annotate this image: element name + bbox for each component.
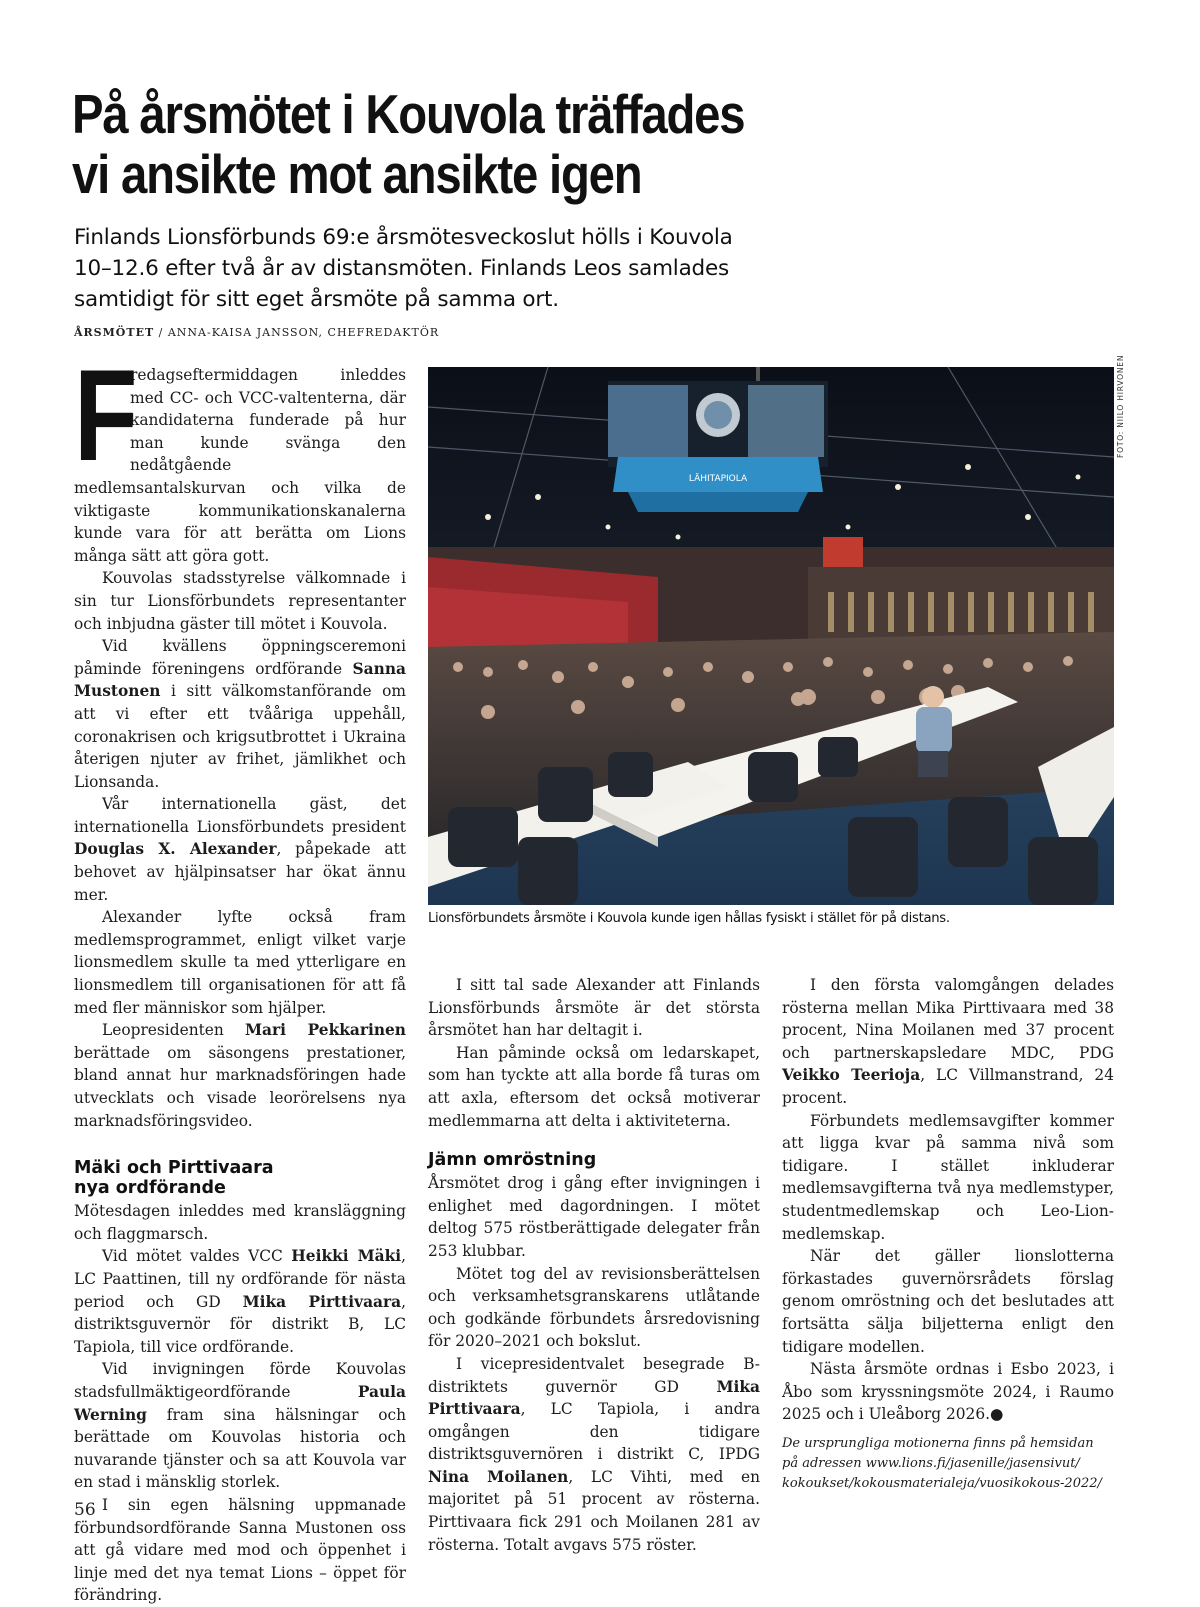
- photo-caption: Lionsförbundets årsmöte i Kouvola kunde igen hållas fysiskt i stället för på distans.: [428, 911, 950, 926]
- page-number: 56: [74, 1500, 96, 1520]
- person-name: Mika Pirttivaara: [428, 1377, 760, 1419]
- paragraph-13: Årsmötet drog i gång efter invigningen i enlighet med dagordningen. I mötet deltog 575 röstberättigade delegater från 253 klubbar.: [428, 1174, 760, 1260]
- lede-line-3: samtidigt för sitt eget årsmöte på samma ort.: [74, 287, 559, 312]
- text-column-2: [428, 974, 760, 1556]
- paragraph-5: Alexander lyfte också fram medlemsprogrammet, enligt vilket varje lionsmedlem skulle ta med ytterligare en lionsmedlem till organisationen för att få med fler människor som hjälper.: [74, 908, 406, 1017]
- byline: [74, 326, 439, 339]
- headline-line-1: På årsmötet i Kouvola träffades: [72, 83, 745, 145]
- paragraph-1: redagseftermiddagen inleddes med CC- och VCC-valtenterna, där kandidaterna funderade på hur man kunde svänga den nedåtgående medlemsantalskurvan och vilka de viktigaste kommunikationskanalerna kunde vara för att berätta om Lions många sätt att göra gott.: [74, 366, 406, 565]
- person-name: Heikki Mäki: [291, 1247, 402, 1266]
- person-name: Paula Werning: [74, 1382, 406, 1424]
- scoreboard-brand: LÄHITAPIOLA: [688, 474, 748, 484]
- byline-author: ANNA-KAISA JANSSON, CHEFREDAKTÖR: [167, 326, 440, 339]
- paragraph-10: I sin egen hälsning uppmanade förbundsordförande Sanna Mustonen oss att gå vidare med mod och öppenhet i linje med det nya temat Lions – öppet för förändring.: [74, 1495, 406, 1605]
- text-column-1: [74, 342, 407, 1607]
- motions-url[interactable]: på adressen www.lions.fi/jasenille/jasensivut/: [782, 1455, 1080, 1471]
- paragraph-6: Leopresidenten Mari Pekkarinen berättade om säsongens prestationer, bland annat hur marknadsföringen hade utvecklats och visade leorörelsens nya marknadsföringsvideo.: [74, 1021, 406, 1130]
- end-mark: ●: [990, 1405, 1004, 1424]
- subheading-jamn-omrostning: Jämn omröstning: [428, 1150, 597, 1171]
- paragraph-4: Vår internationella gäst, det internationella Lionsförbundets president Douglas X. Alexander, påpekade att behovet av hjälpinsatser har ökat ännu mer.: [74, 795, 406, 904]
- person-name: Mari Pekkarinen: [245, 1021, 406, 1040]
- subheading-maki-pirttivaara: Mäki och Pirttivaara nya ordförande: [74, 1158, 274, 1199]
- person-name: Mika Pirttivaara: [242, 1292, 402, 1311]
- motions-url-continued[interactable]: kokoukset/kokousmaterialeja/vuosikokous-2022/: [782, 1475, 1102, 1491]
- footnote-link-note: De ursprungliga motionerna finns på hemsidan på adressen www.lions.fi/jasenille/jasensivut/ kokoukset/kokousmaterialeja/vuosikokous-2022/: [782, 1434, 1114, 1494]
- headline-line-2: vi ansikte mot ansikte igen: [72, 143, 642, 205]
- paragraph-3: Vid kvällens öppningsceremoni påminde föreningens ordförande Sanna Mustonen i sitt välkomstanförande om att vi efter ett tvååriga uppehåll, coronakrisen och krigsutbrottet i Ukraina återigen njuter av frihet, jämlikhet och Lionsanda.: [74, 637, 406, 791]
- paragraph-17: Förbundets medlemsavgifter kommer att ligga kvar på samma nivå som tidigare. I stället inkluderar medlemsavgifterna två nya medlemstyper, studentmedlemskap och Leo-Lion-medlemskap.: [782, 1111, 1114, 1243]
- paragraph-11: I sitt tal sade Alexander att Finlands Lionsförbunds årsmöte är det största årsmötet han har deltagit i.: [428, 976, 760, 1040]
- lede-line-2: 10–12.6 efter två år av distansmöten. Finlands Leos samlades: [74, 256, 730, 281]
- lede-line-1: Finlands Lionsförbunds 69:e årsmötesveckoslut hölls i Kouvola: [74, 225, 733, 250]
- person-name: Nina Moilanen: [428, 1467, 569, 1486]
- article-headline: [72, 83, 745, 205]
- text-column-3: [782, 974, 1114, 1494]
- paragraph-12: Han påminde också om ledarskapet, som han tyckte att alla borde få turas om att axla, eftersom det också motiverar medlemmarna att delta i aktiviteterna.: [428, 1043, 760, 1130]
- paragraph-8: Vid mötet valdes VCC Heikki Mäki, LC Paattinen, till ny ordförande för nästa period och GD Mika Pirttivaara, distriktsguvernör för distrikt B, LC Tapiola, till vice ordförande.: [74, 1247, 407, 1356]
- photo-credit: FOTO: NIILO HIRVONEN: [1116, 354, 1125, 458]
- byline-section: ÅRSMÖTET: [74, 326, 155, 339]
- paragraph-19: Nästa årsmöte ordnas i Esbo 2023, i Åbo som kryssningsmöte 2024, i Raumo 2025 och i Uleåborg 2026.●: [782, 1360, 1114, 1424]
- paragraph-2: Kouvolas stadsstyrelse välkomnade i sin tur Lionsförbundets representanter och inbjudna gäster till mötet i Kouvola.: [74, 569, 406, 633]
- paragraph-9: Vid invigningen förde Kouvolas stadsfullmäktigeordförande Paula Werning fram sina hälsningar och berättade om Kouvolas historia och nuvarande tjänster och sa att Kouvola var en stad i mänsklig storlek.: [74, 1360, 406, 1492]
- person-name: Veikko Teerioja: [782, 1066, 921, 1085]
- paragraph-14: Mötet tog del av revisionsberättelsen och verksamhetsgranskarens utlåtande och godkände förbundets årsredovisning för 2020–2021 och bokslut.: [428, 1264, 760, 1351]
- person-name: Douglas X. Alexander: [74, 840, 277, 859]
- drop-cap: F: [74, 342, 138, 488]
- article-photo: [428, 367, 1114, 905]
- person-name: Sanna Mustonen: [74, 659, 406, 701]
- paragraph-15: I vicepresidentvalet besegrade B-distriktets guvernör GD Mika Pirttivaara, LC Tapiola, i andra omgången den tidigare distriktsguvernören i distrikt C, IPDG Nina Moilanen, LC Vihti, med en majoritet på 51 procent av rösterna. Pirttivaara fick 291 och Moilanen 281 av rösterna. Totalt avgavs 575 röster.: [428, 1354, 761, 1554]
- paragraph-7: Mötesdagen inleddes med kransläggning och flaggmarsch.: [74, 1202, 406, 1243]
- arena-photo-illustration: [428, 367, 1114, 905]
- paragraph-18: När det gäller lionslotterna förkastades guvernörsrådets förslag genom omröstning och det beslutades att fortsätta sälja biljetterna enligt den tidigare modellen.: [782, 1247, 1114, 1356]
- article-lede: [74, 222, 754, 315]
- paragraph-16: I den första valomgången delades rösterna mellan Mika Pirttivaara med 38 procent, Nina Moilanen med 37 procent och partnerskapsledare MDC, PDG Veikko Teerioja, LC Villmanstrand, 24 procent.: [782, 976, 1114, 1107]
- byline-separator: /: [154, 326, 168, 339]
